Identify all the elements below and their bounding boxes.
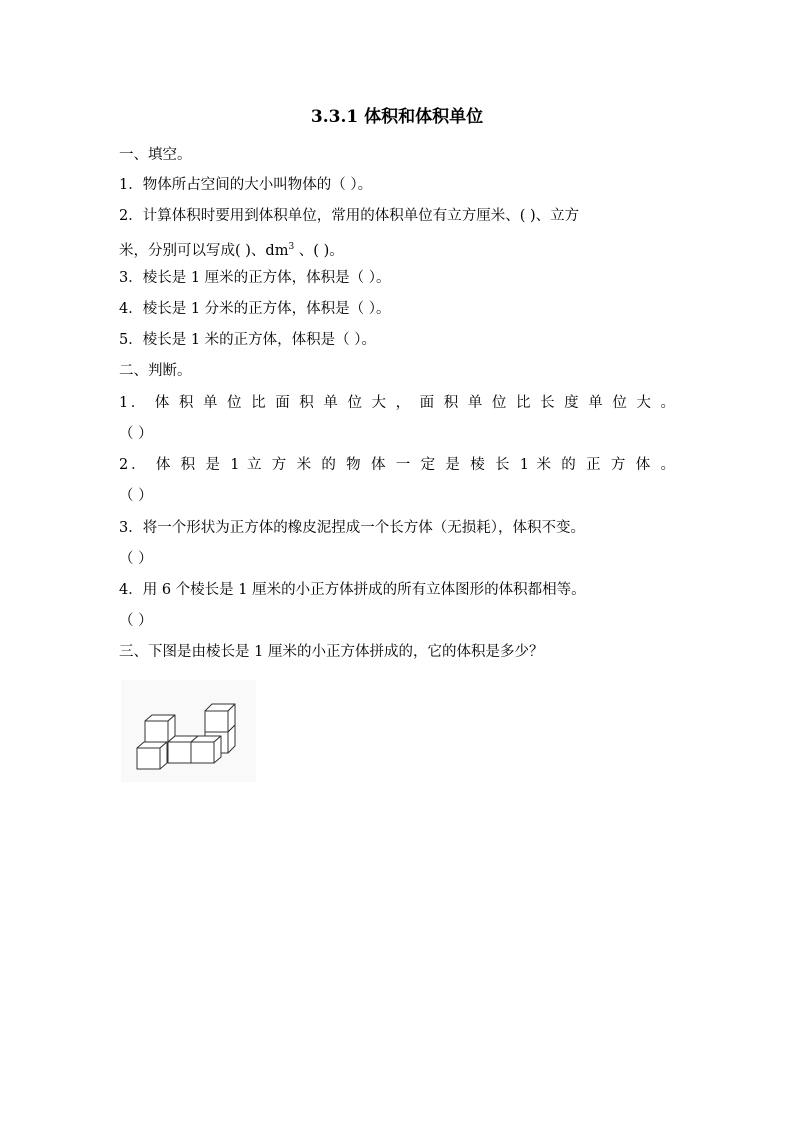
- page-title: 3.3.1 体积和体积单位: [310, 107, 484, 127]
- judge-answer-3: （ ）: [119, 551, 153, 567]
- cube-bottom-middle-2: [191, 736, 221, 763]
- judge-question-4: 4．用 6 个棱长是 1 厘米的小正方体拼成的所有立体图形的体积都相等。: [119, 582, 586, 598]
- judge-question-3: 3．将一个形状为正方体的橡皮泥捏成一个长方体（无损耗），体积不变。: [119, 520, 585, 536]
- cube-stack-drawing: [121, 680, 256, 782]
- fill-question-2-superscript: 3: [288, 242, 295, 252]
- fill-question-2-text-b: 、( )。: [294, 242, 344, 259]
- section-1-heading: 一、填空。: [119, 147, 192, 163]
- judge-answer-1: （ ）: [119, 426, 153, 442]
- judge-answer-4: （ ）: [119, 613, 153, 629]
- fill-question-5: 5．棱长是 1 米的正方体，体积是（ ）。: [119, 332, 377, 348]
- cube-top-right: [205, 704, 235, 732]
- judge-answer-2: （ ）: [119, 488, 153, 504]
- cube-bottom-left: [137, 742, 167, 769]
- fill-question-4: 4．棱长是 1 分米的正方体，体积是（ ）。: [119, 301, 391, 317]
- fill-question-2-line-1: 2．计算体积时要用到体积单位，常用的体积单位有立方厘米、( )、立方: [119, 208, 580, 224]
- fill-question-1: 1．物体所占空间的大小叫物体的（ ）。: [119, 177, 373, 193]
- cube-stack-figure: [121, 680, 256, 782]
- cube-top-left: [145, 715, 175, 742]
- fill-question-2-text-a: 米，分别可以写成( )、dm: [119, 242, 289, 259]
- section-3-heading: 三、下图是由棱长是 1 厘米的小正方体拼成的，它的体积是多少？: [119, 644, 544, 660]
- judge-question-2: 2． 体 积 是 1 立 方 米 的 物 体 一 定 是 棱 长 1 米 的 正 方 体 。: [119, 457, 675, 473]
- judge-question-1: 1． 体 积 单 位 比 面 积 单 位 大 ， 面 积 单 位 比 长 度 单 位 大 。: [119, 395, 675, 411]
- section-2-heading: 二、判断。: [119, 363, 192, 379]
- fill-question-2-line-2: [119, 237, 344, 261]
- fill-question-3: 3．棱长是 1 厘米的正方体，体积是（ ）。: [119, 270, 391, 286]
